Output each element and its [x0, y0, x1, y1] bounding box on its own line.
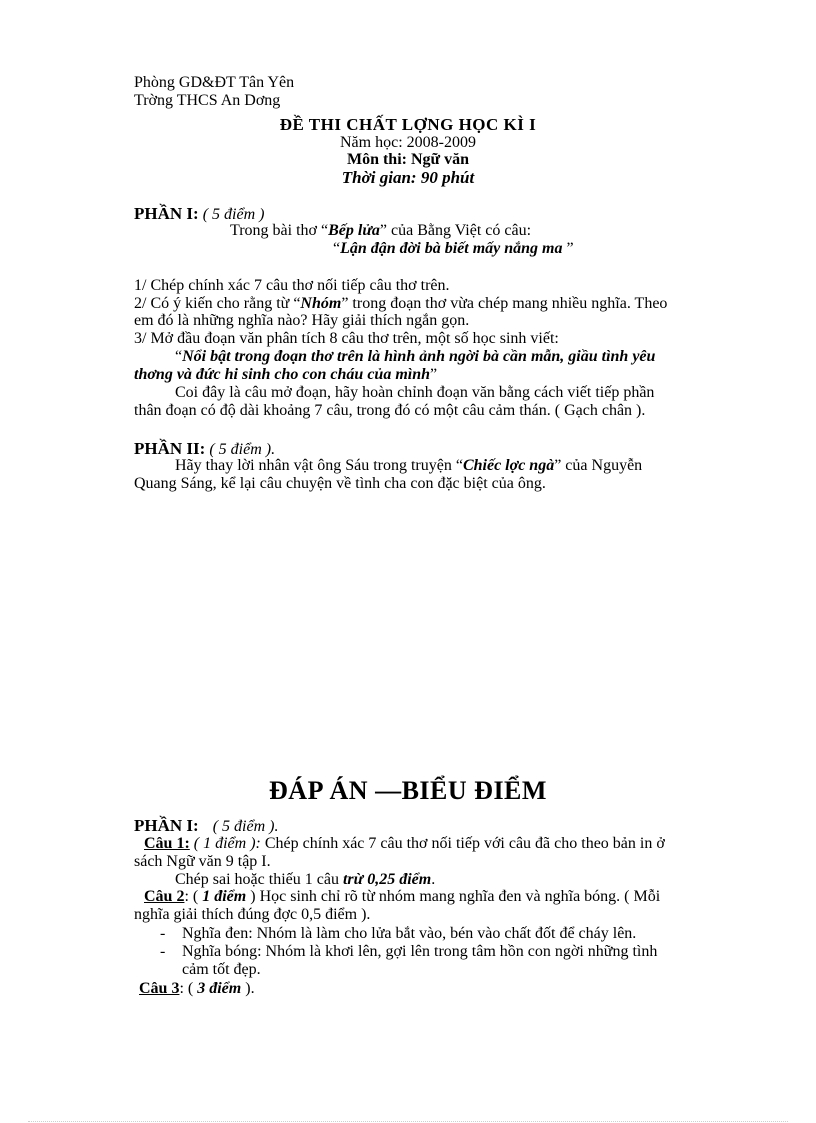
exam-title: ĐỀ THI CHẤT LỢNG HỌC KÌ I	[279, 115, 537, 134]
c2-points: 1 điểm	[198, 888, 247, 905]
answer-title: ĐÁP ÁN —BIỂU ĐIỂM	[269, 776, 547, 805]
school-year: Năm học: 2008-2009	[340, 134, 476, 151]
answer-c1-line2: sách Ngữ văn 9 tập I.	[134, 853, 271, 870]
story-title: Chiếc lợc ngà	[462, 457, 555, 474]
part2-heading: PHẦN II:	[134, 439, 206, 458]
answer-c2-line1	[144, 888, 660, 906]
question-3: 3/ Mở đầu đoạn văn phân tích 8 câu thơ trên, một số học sinh viết:	[134, 330, 559, 347]
question-1: 1/ Chép chính xác 7 câu thơ nối tiếp câu thơ trên.	[134, 277, 450, 294]
intro-pre: Trong bài thơ “	[230, 222, 329, 239]
part1-points: ( 5 điểm )	[202, 206, 265, 223]
c3-points: 3 điểm	[193, 980, 242, 997]
answer-c1-line1	[144, 835, 665, 853]
question-3-task-line1: Coi đây là câu mở đoạn, hãy hoàn chỉnh đoạn văn bằng cách viết tiếp phần	[175, 384, 655, 401]
part2-task-line2: Quang Sáng, kể lại câu chuyện về tình cha con đặc biệt của ông.	[134, 475, 546, 492]
c1-points: ( 1 điểm ):	[193, 835, 261, 852]
question-3-quote-line1	[175, 348, 655, 366]
part2-task-post: ” của Nguyễn	[554, 457, 643, 474]
poem-title: Bếp lửa	[328, 222, 380, 239]
q2-post: ” trong đoạn thơ vừa chép mang nhiều nghĩa. Theo	[341, 295, 668, 312]
c2-colon: : (	[184, 888, 199, 905]
part1-heading: PHẦN I:	[134, 204, 199, 223]
c3-post: ).	[241, 980, 255, 997]
quote-text: Lận đận đời bà biết mấy nắng ma	[340, 240, 563, 257]
c3-label: Câu 3	[139, 980, 180, 997]
answer-c2-line2: nghĩa giải thích đúng đợc 0,5 điểm ).	[134, 906, 371, 923]
part2-points: ( 5 điểm ).	[209, 441, 276, 458]
school-name: Trờng THCS An Dơng	[134, 92, 281, 109]
q3-quote-text2: thơng và đức hi sinh cho con cháu của mình	[134, 366, 431, 383]
q3-quote-text1: Nổi bật trong đoạn thơ trên là hình ảnh ngời bà cần mẫn, giầu tình yêu	[182, 348, 656, 365]
bullet-figurative-cont: cảm tốt đẹp.	[182, 961, 261, 978]
poem-quote	[333, 240, 574, 258]
c2-label: Câu 2	[144, 888, 185, 905]
part2-task-line1	[175, 457, 642, 475]
exam-duration: Thời gian: 90 phút	[341, 168, 475, 187]
q2-pre: 2/ Có ý kiến cho rằng từ “	[134, 295, 301, 312]
c2-text: ) Học sinh chỉ rõ từ nhóm mang nghĩa đen và nghĩa bóng. ( Mỗi	[246, 888, 661, 905]
c1-label: Câu 1:	[144, 835, 190, 852]
question-2-line2: em đó là những nghĩa nào? Hãy giải thích ngắn gọn.	[134, 312, 470, 329]
bullet-figurative: Nghĩa bóng: Nhóm là khơi lên, gợi lên trong tâm hồn con ngời những tình	[182, 943, 658, 960]
answer-part1-heading: PHẦN I:	[134, 816, 199, 835]
question-3-task-line2: thân đoạn có độ dài khoảng 7 câu, trong đó có một câu cảm thán. ( Gạch chân ).	[134, 402, 646, 419]
bullet-literal: Nghĩa đen: Nhóm là làm cho lửa bắt vào, bén vào chất đốt để cháy lên.	[182, 925, 637, 942]
quote-open: “	[333, 240, 341, 257]
c1-note-post: .	[431, 871, 436, 888]
c1-note-pre: Chép sai hoặc thiếu 1 câu	[175, 871, 343, 888]
c1-note-bold: trừ 0,25 điểm	[342, 871, 432, 888]
answer-part1-heading-line	[134, 817, 278, 836]
q3-quote-close: ”	[430, 366, 438, 383]
answer-c1-note	[175, 871, 435, 889]
question-2-line1	[134, 295, 667, 313]
bullet-dash-1: -	[160, 925, 166, 942]
answer-part1-points: ( 5 điểm ).	[212, 818, 279, 835]
question-3-quote-line2	[134, 366, 437, 384]
c3-colon: : (	[179, 980, 194, 997]
part1-intro	[230, 222, 531, 240]
intro-post: ” của Bằng Việt có câu:	[379, 222, 532, 239]
q2-word: Nhóm	[300, 295, 342, 312]
part2-task-pre: Hãy thay lời nhân vật ông Sáu trong truyện “	[175, 457, 463, 474]
page-bottom-rule	[28, 1121, 788, 1122]
bullet-dash-2: -	[160, 943, 166, 960]
c1-text: Chép chính xác 7 câu thơ nối tiếp với câu đã cho theo bản in ở	[260, 835, 665, 852]
answer-c3-line	[139, 980, 255, 998]
exam-subject: Môn thi: Ngữ văn	[346, 151, 470, 168]
office-name: Phòng GD&ĐT Tân Yên	[134, 74, 295, 91]
q3-quote-open: “	[175, 348, 183, 365]
quote-close: ”	[562, 240, 574, 257]
